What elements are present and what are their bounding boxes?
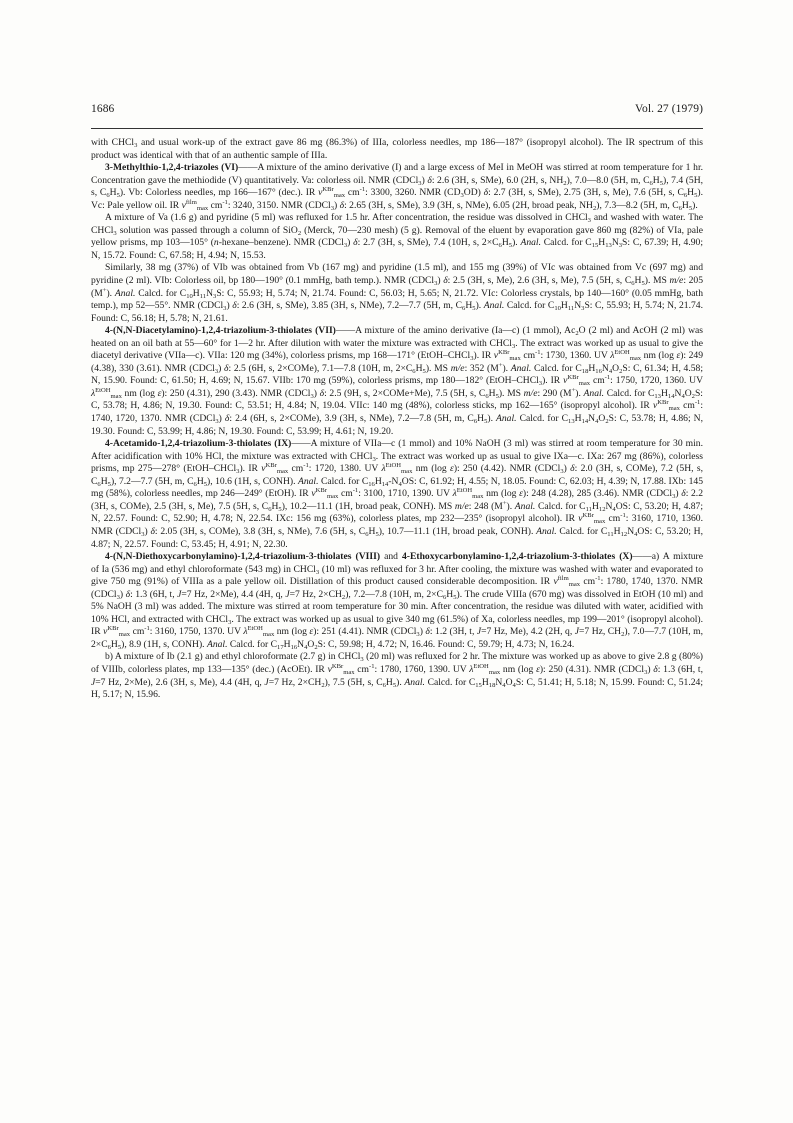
experimental-text bbox=[91, 137, 703, 702]
paragraph-diacetylamino-thiolates: 4-(N,N-Diacetylamino)-1,2,4-triazolium-3-thiolates (VII)——A mixture of the amino derivative (Ia—c) (1 mmol), $Ac_2O$ (2 ml) and AcOH (2 ml) was heated on an oil bath at 55—60° for 1—2 hr. After dilution with water the mixture was extracted with CHCl$_3$. The extract was worked up as usual to give the diacetyl derivative (VIIa—c). VIIa: 120 mg (34%), colorless prisms, mp 168—171° (EtOH–CHCl$_3$). IR $\nu^{KBr}_{max}$ $cm^{-1}$: 1730, 1360. UV $\lambda^{EtOH}_{max}$ nm (log ε): 249 (4.38), 330 (3.61). NMR (CDCl$_3$) δ: 2.5 (6H, s, 2×COMe), 7.1—7.8 (10H, m, $2\times C_6H_5$). MS m/e: 352 (M+). Anal. Calcd. for $C_{18}H_{16}N_4O_2S$: C, 61.34; H, 4.58; N, 15.90. Found: C, 61.50; H, 4.69; N, 15.67. VIIb: 170 mg (59%), colorless prisms, mp 180—182° (EtOH–CHCl$_3$). IR $\nu^{KBr}_{max}$ $cm^{-1}$: 1750, 1720, 1360. UV $\lambda^{EtOH}_{max}$ nm (log ε): 250 (4.31), 290 (3.43). NMR (CDCl$_3$) δ: 2.5 (9H, s, 2×COMe+Me), 7.5 (5H, s, $C_6H_5$). MS m/e: 290 (M+). Anal. Calcd. for $C_{13}H_{14}N_4O_2S$: C, 53.78; H, 4.86; N, 19.30. Found: C, 53.51; H, 4.84; N, 19.04. VIIc: 140 mg (48%), colorless sticks, mp 162—165° (isopropyl alcohol). IR $\nu^{KBr}_{max}$ $cm^{-1}$: 1740, 1720, 1370. NMR (CDCl$_3$) δ: 2.4 (6H, s, 2×COMe), 3.9 (3H, s, NMe), 7.2—7.8 (5H, m, $C_6H_5$). Anal. Calcd. for $C_{13}H_{14}N_4O_2S$: C, 53.78; H, 4.86; N, 19.30. Found: C, 53.99; H, 4.86; N, 19.30. Found: C, 53.99; H, 4.61; N, 19.20. bbox=[91, 325, 704, 437]
journal-volume: Vol. 27 (1979) bbox=[635, 103, 703, 115]
paragraph-methylthio-triazoles: 3-Methylthio-1,2,4-triazoles (VI)——A mixture of the amino derivative (I) and a large excess of MeI in MeOH was stirred at room temperature for 1 hr. Concentration gave the methiodide (V) quantitatively. Va: colorless oil. NMR (CDCl$_3$) δ: 2.6 (3H, s, SMe), 6.0 (2H, s, $NH_2$), 7.0—8.0 (5H, m, $C_6H_5$), 7.4 (5H, s, $C_6H_5$). Vb: Colorless needles, mp 166—167° (dec.). IR $\nu^{KBr}_{max}$ $cm^{-1}$: 3300, 3260. NMR $(CD_3OD)$ δ: 2.7 (3H, s, SMe), 2.75 (3H, s, Me), 7.6 (5H, s, $C_6H_5$). Vc: Pale yellow oil. IR $\nu^{film}_{max}$ $cm^{-1}$: 3240, 3150. NMR (CDCl$_3$) δ: 2.65 (3H, s, SMe), 3.9 (3H, s, NMe), 6.05 (2H, broad peak, $NH_2$), 7.3—8.2 (5H, m, $C_6H_5$). bbox=[91, 162, 704, 212]
paragraph-vib-vic: Similarly, 38 mg (37%) of VIb was obtained from Vb (167 mg) and pyridine (1.5 ml), and 155 mg (39%) of VIc was obtained from Vc (697 mg) and pyridine (2 ml). VIb: Colorless oil, bp 180—190° (0.1 mmHg, bath temp.). NMR (CDCl$_3$) δ: 2.5 (3H, s, Me), 2.6 (3H, s, Me), 7.5 (5H, s, $C_6H_5$). MS m/e: 205 (M+). Anal. Calcd. for $C_{10}H_{11}N_3S$: C, 55.93; H, 5.74; N, 21.74. Found: C, 56.03; H, 5.65; N, 21.72. VIc: Colorless crystals, bp 140—160° (0.05 mmHg, bath temp.), mp 52—55°. NMR (CDCl$_3$) δ: 2.6 (3H, s, SMe), 3.85 (3H, s, NMe), 7.2—7.7 (5H, m, $C_6H_5$). Anal. Calcd. for $C_{10}H_{11}N_3S$: C, 55.93; H, 5.74; N, 21.74. Found: C, 56.18; H, 5.78; N, 21.61. bbox=[91, 262, 703, 324]
paragraph-acetamido-thiolates: 4-Acetamido-1,2,4-triazolium-3-thiolates (IX)——A mixture of VIIa—c (1 mmol) and 10% NaOH (3 ml) was stirred at room temperature for 30 min. After acidification with 10% HCl, the mixture was extracted with CHCl$_3$. The extract was worked up as usual to give IXa—c. IXa: 267 mg (86%), colorless prisms, mp 275—278° (EtOH–CHCl$_3$). IR $\nu^{KBr}_{max}$ $cm^{-1}$: 1720, 1380. UV $\lambda^{EtOH}_{max}$ nm (log ε): 250 (4.42). NMR (CDCl$_3$) δ: 2.0 (3H, s, COMe), 7.2 (5H, s, $C_6H_5$), 7.2—7.7 (5H, m, $C_6H_5$), 10.6 (1H, s, CONH). Anal. Calcd. for $C_{16}H_{14}-N_4OS$: C, 61.92; H, 4.55; N, 18.05. Found: C, 62.03; H, 4.39; N, 17.88. IXb: 145 mg (58%), colorless needles, mp 246—249° (EtOH). IR $\nu^{KBr}_{max}$ $cm^{-1}$: 3100, 1710, 1390. UV $\lambda^{EtOH}_{max}$ nm (log ε): 248 (4.28), 285 (3.46). NMR (CDCl$_3$) δ: 2.2 (3H, s, COMe), 2.5 (3H, s, Me), 7.5 (5H, s, $C_6H_5$), 10.2—11.1 (1H, broad peak, CONH). MS m/e: 248 (M+). Anal. Calcd. for $C_{11}H_{12}N_4OS$: C, 53.20; H, 4.87; N, 22.57. Found: C, 52.90; H, 4.78; N, 22.54. IXc: 156 mg (63%), colorless plates, mp 232—235° (isopropyl alcohol). IR $\nu^{KBr}_{max}$ $cm^{-1}$: 3160, 1710, 1360. NMR (CDCl$_3$) δ: 2.05 (3H, s, COMe), 3.8 (3H, s, NMe), 7.6 (5H, s, $C_6H_5$), 10.7—11.1 (1H, broad peak, CONH). Anal. Calcd. for $C_{11}H_{12}N_4OS$: C, 53.20; H, 4.87; N, 22.57. Found: C, 53.45; H, 4.91; N, 22.30. bbox=[91, 438, 704, 550]
paragraph-viiib-preparation: b) A mixture of Ib (2.1 g) and ethyl chloroformate (2.7 g) in CHCl$_3$ (20 ml) was refluxed for 2 hr. The mixture was worked up as above to give 2.8 g (80%) of VIIIb, colorless plates, mp 133—135° (dec.) (AcOEt). IR $\nu^{KBr}_{max}$ $cm^{-1}$: 1780, 1760, 1390. UV $\lambda^{EtOH}_{max}$ nm (log ε): 250 (4.31). NMR (CDCl$_3$) δ: 1.3 (6H, t, J=7 Hz, 2×Me), 2.6 (3H, s, Me), 4.4 (4H, q, J=7 Hz, $2\times CH_2$), 7.5 (5H, s, $C_6H_5$). Anal. Calcd. for $C_{15}H_{18}N_4O_4S$: C, 51.41; H, 5.18; N, 15.99. Found: C, 51.24; H, 5.17; N, 15.96. bbox=[91, 651, 704, 701]
paragraph-via-preparation: A mixture of Va (1.6 g) and pyridine (5 ml) was refluxed for 1.5 hr. After concentration, the residue was dissolved in CHCl$_3$ and washed with water. The CHCl$_3$ solution was passed through a column of SiO$_2$ (Merck, 70—230 mesh) (5 g). Removal of the eluent by evaporation gave 860 mg (82%) of VIa, pale yellow prisms, mp 103—105° (n-hexane–benzene). NMR (CDCl$_3$) δ: 2.7 (3H, s, SMe), 7.4 (10H, s, $2\times C_6H_5$). Anal. Calcd. for $C_{15}H_{13}N_3S$: C, 67.39; H, 4.90; N, 15.72. Found: C, 67.58; H, 4.94; N, 15.53. bbox=[91, 212, 703, 261]
page-number: 1686 bbox=[91, 103, 115, 115]
paragraph-diethoxycarbonylamino-thiolates: 4-(N,N-Diethoxycarbonylamino)-1,2,4-triazolium-3-thiolates (VIII) and 4-Ethoxycarbonylamino-1,2,4-triazolium-3-thiolates (X)——a) A mixture of Ia (536 mg) and ethyl chloroformate (543 mg) in CHCl$_3$ (10 ml) was refluxed for 3 hr. After cooling, the mixture was washed with water and evaporated to give 750 mg (91%) of VIIIa as a pale yellow oil. Distillation of this product caused considerable decomposition. IR $\nu^{film}_{max}$ $cm^{-1}$: 1780, 1740, 1370. NMR (CDCl$_3$) δ: 1.3 (6H, t, J=7 Hz, 2×Me), 4.4 (4H, q, J=7 Hz, $2\times CH_2$), 7.2—7.8 (10H, m, $2\times C_6H_5$). The crude VIIIa (670 mg) was dissolved in EtOH (10 ml) and 5% NaOH (3 ml) was added. The mixture was stirred at room temperature for 30 min. After concentration, the residue was diluted with water, acidified with 10% HCl, and extracted with CHCl$_3$. The extract was worked up as usual to give 340 mg (61.5%) of Xa, colorless needles, mp 199—201° (isopropyl alcohol). IR $\nu^{KBr}_{max}$ $cm^{-1}$: 3160, 1750, 1370. UV $\lambda^{EtOH}_{max}$ nm (log ε): 251 (4.41). NMR (CDCl$_3$) δ: 1.2 (3H, t, J=7 Hz, Me), 4.2 (2H, q, J=7 Hz, $CH_2$), 7.0—7.7 (10H, m, $2\times C_6H_5$), 8.9 (1H, s, CONH). Anal. Calcd. for $C_{17}H_{16}N_4O_2S$: C, 59.98; H, 4.72; N, 16.46. Found: C, 59.79; H, 4.73; N, 16.24. bbox=[91, 551, 704, 651]
header-rule bbox=[91, 128, 703, 129]
paragraph-work-up-iiia: with CHCl$_3$ and usual work-up of the extract gave 86 mg (86.3%) of IIIa, colorless needles, mp 186—187° (isopropyl alcohol). The IR spectrum of this product was identical with that of an authentic sample of IIIa. bbox=[91, 137, 703, 161]
running-header bbox=[91, 103, 703, 115]
